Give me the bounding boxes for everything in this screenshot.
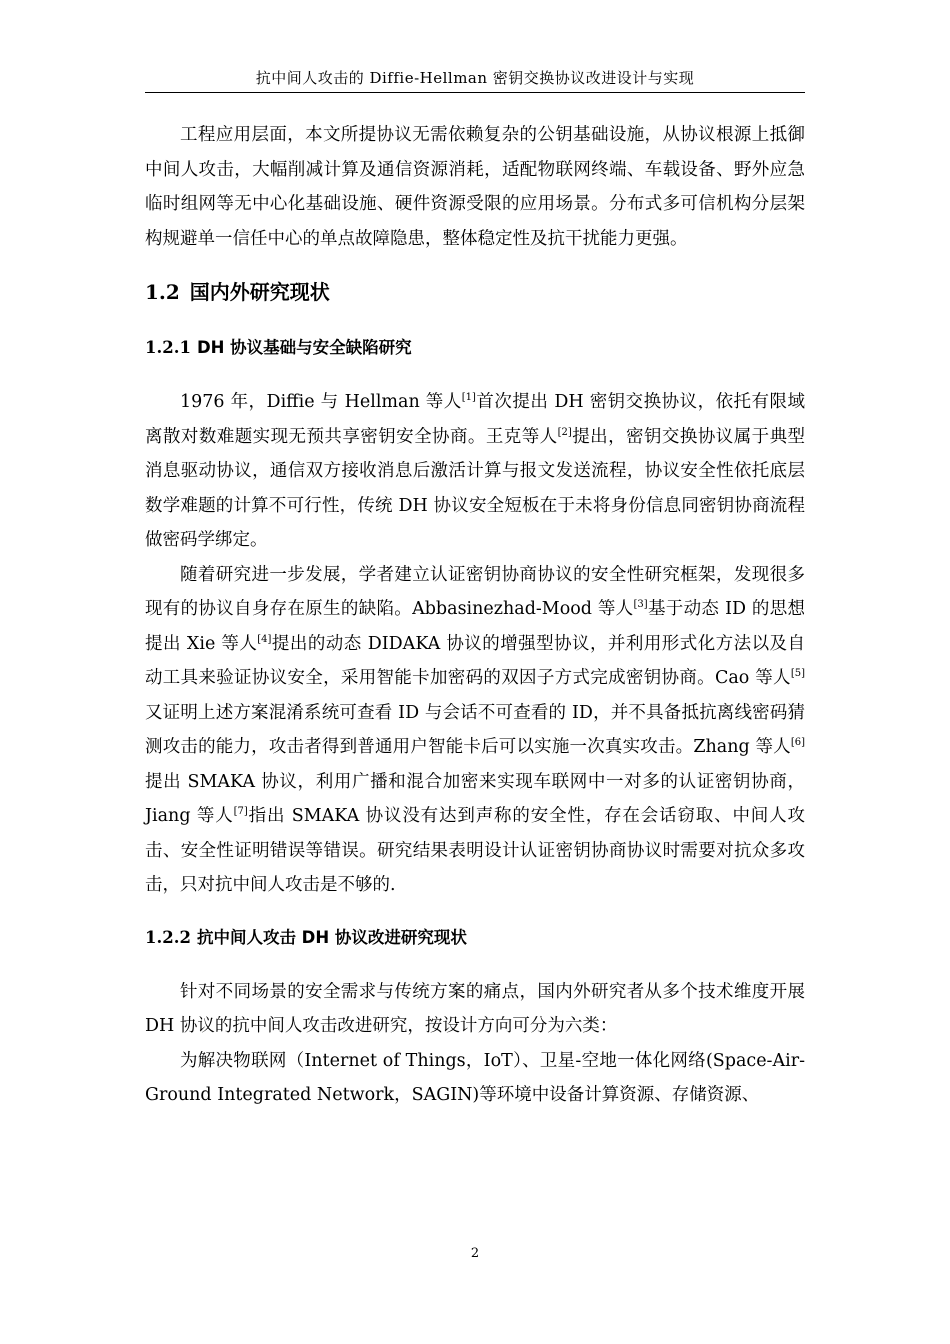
text-run: 基于动态 ID 的思想提出 Xie 等人 (145, 599, 805, 654)
subsection-number: 1.2.2 (145, 927, 191, 947)
text-run: 提出的动态 DIDAKA 协议的增强型协议，并利用形式化方法以及自动工具来验证协议安全，采用智能卡加密码的双因子方式完成密钥协商。Cao 等人 (145, 633, 805, 688)
text-run: 首次提出 DH 密钥交换协议，依托有限域离散对数难题实现无预共享密钥安全协商。王克等人 (145, 392, 805, 447)
citation-1: [1] (461, 392, 476, 403)
paragraph-iot-sagin: 为解决物联网（Internet of Things，IoT）、卫星-空地一体化网络(Space-Air-Ground Integrated Network，SAGIN)等环境中设备计算资源、存储资源、 (145, 1050, 805, 1105)
text-run: 提出，密钥交换协议属于典型消息驱动协议，通信双方接收消息后激活计算与报文发送流程，协议安全性依托底层数学难题的计算不可行性，传统 DH 协议安全短板在于未将身份信息同密钥协商流程做密码学绑定。 (145, 426, 806, 550)
citation-4: [4] (257, 633, 272, 645)
citation-7: [7] (233, 806, 248, 817)
paragraph-dh-origin (145, 385, 805, 558)
section-title: 国内外研究现状 (189, 280, 330, 304)
citation-2: [2] (557, 426, 572, 438)
paragraph-mitm-overview: 针对不同场景的安全需求与传统方案的痛点，国内外研究者从多个技术维度开展 DH 协议的抗中间人攻击改进研究，按设计方向可分为六类： (145, 981, 805, 1036)
text-run: 提出 SMAKA 协议，利用广播和混合加密来实现车联网中一对多的认证密钥协商，Jiang 等人 (145, 771, 805, 826)
text-run: 指出 SMAKA 协议没有达到声称的安全性，存在会话窃取、中间人攻击、安全性证明错误等错误。研究结果表明设计认证密钥协商协议时需要对抗众多攻击，只对抗中间人攻击是不够的. (145, 806, 805, 895)
citation-6: [6] (790, 737, 805, 748)
subsection-heading-1-2-2 (145, 924, 805, 952)
subsection-number: 1.2.1 (145, 338, 191, 357)
page-number: 2 (470, 1246, 480, 1261)
running-header: 抗中间人攻击的 Diffie-Hellman 密钥交换协议改进设计与实现 (255, 69, 695, 87)
subsection-title: 抗中间人攻击 DH 协议改进研究现状 (196, 927, 467, 947)
text-run: 随着研究进一步发展，学者建立认证密钥协商协议的安全性研究框架，发现很多现有的协议自身存在原生的缺陷。Abbasinezhad-Mood 等人 (145, 564, 805, 619)
page-body (145, 118, 805, 1113)
header-rule (145, 92, 805, 93)
section-number: 1.2 (145, 280, 180, 304)
subsection-title: DH 协议基础与安全缺陷研究 (196, 338, 412, 357)
text-run: 1976 年，Diffie 与 Hellman 等人 (180, 392, 462, 412)
intro-paragraph: 工程应用层面，本文所提协议无需依赖复杂的公钥基础设施，从协议根源上抵御中间人攻击，大幅削减计算及通信资源消耗，适配物联网终端、车载设备、野外应急临时组网等无中心化基础设施、硬件资源受限的应用场景。分布式多可信机构分层架构规避单一信任中心的单点故障隐患，整体稳定性及抗干扰能力更强。 (145, 125, 805, 249)
subsection-heading-1-2-1 (145, 334, 805, 362)
citation-5: [5] (790, 668, 805, 679)
paragraph-akap-research (145, 558, 805, 903)
text-run: 又证明上述方案混淆系统可查看 ID 与会话不可查看的 ID，并不具备抵抗离线密码猜测攻击的能力，攻击者得到普通用户智能卡后可以实施一次真实攻击。Zhang 等人 (145, 702, 805, 757)
citation-3: [3] (633, 599, 648, 610)
section-heading-1-2 (145, 277, 805, 307)
